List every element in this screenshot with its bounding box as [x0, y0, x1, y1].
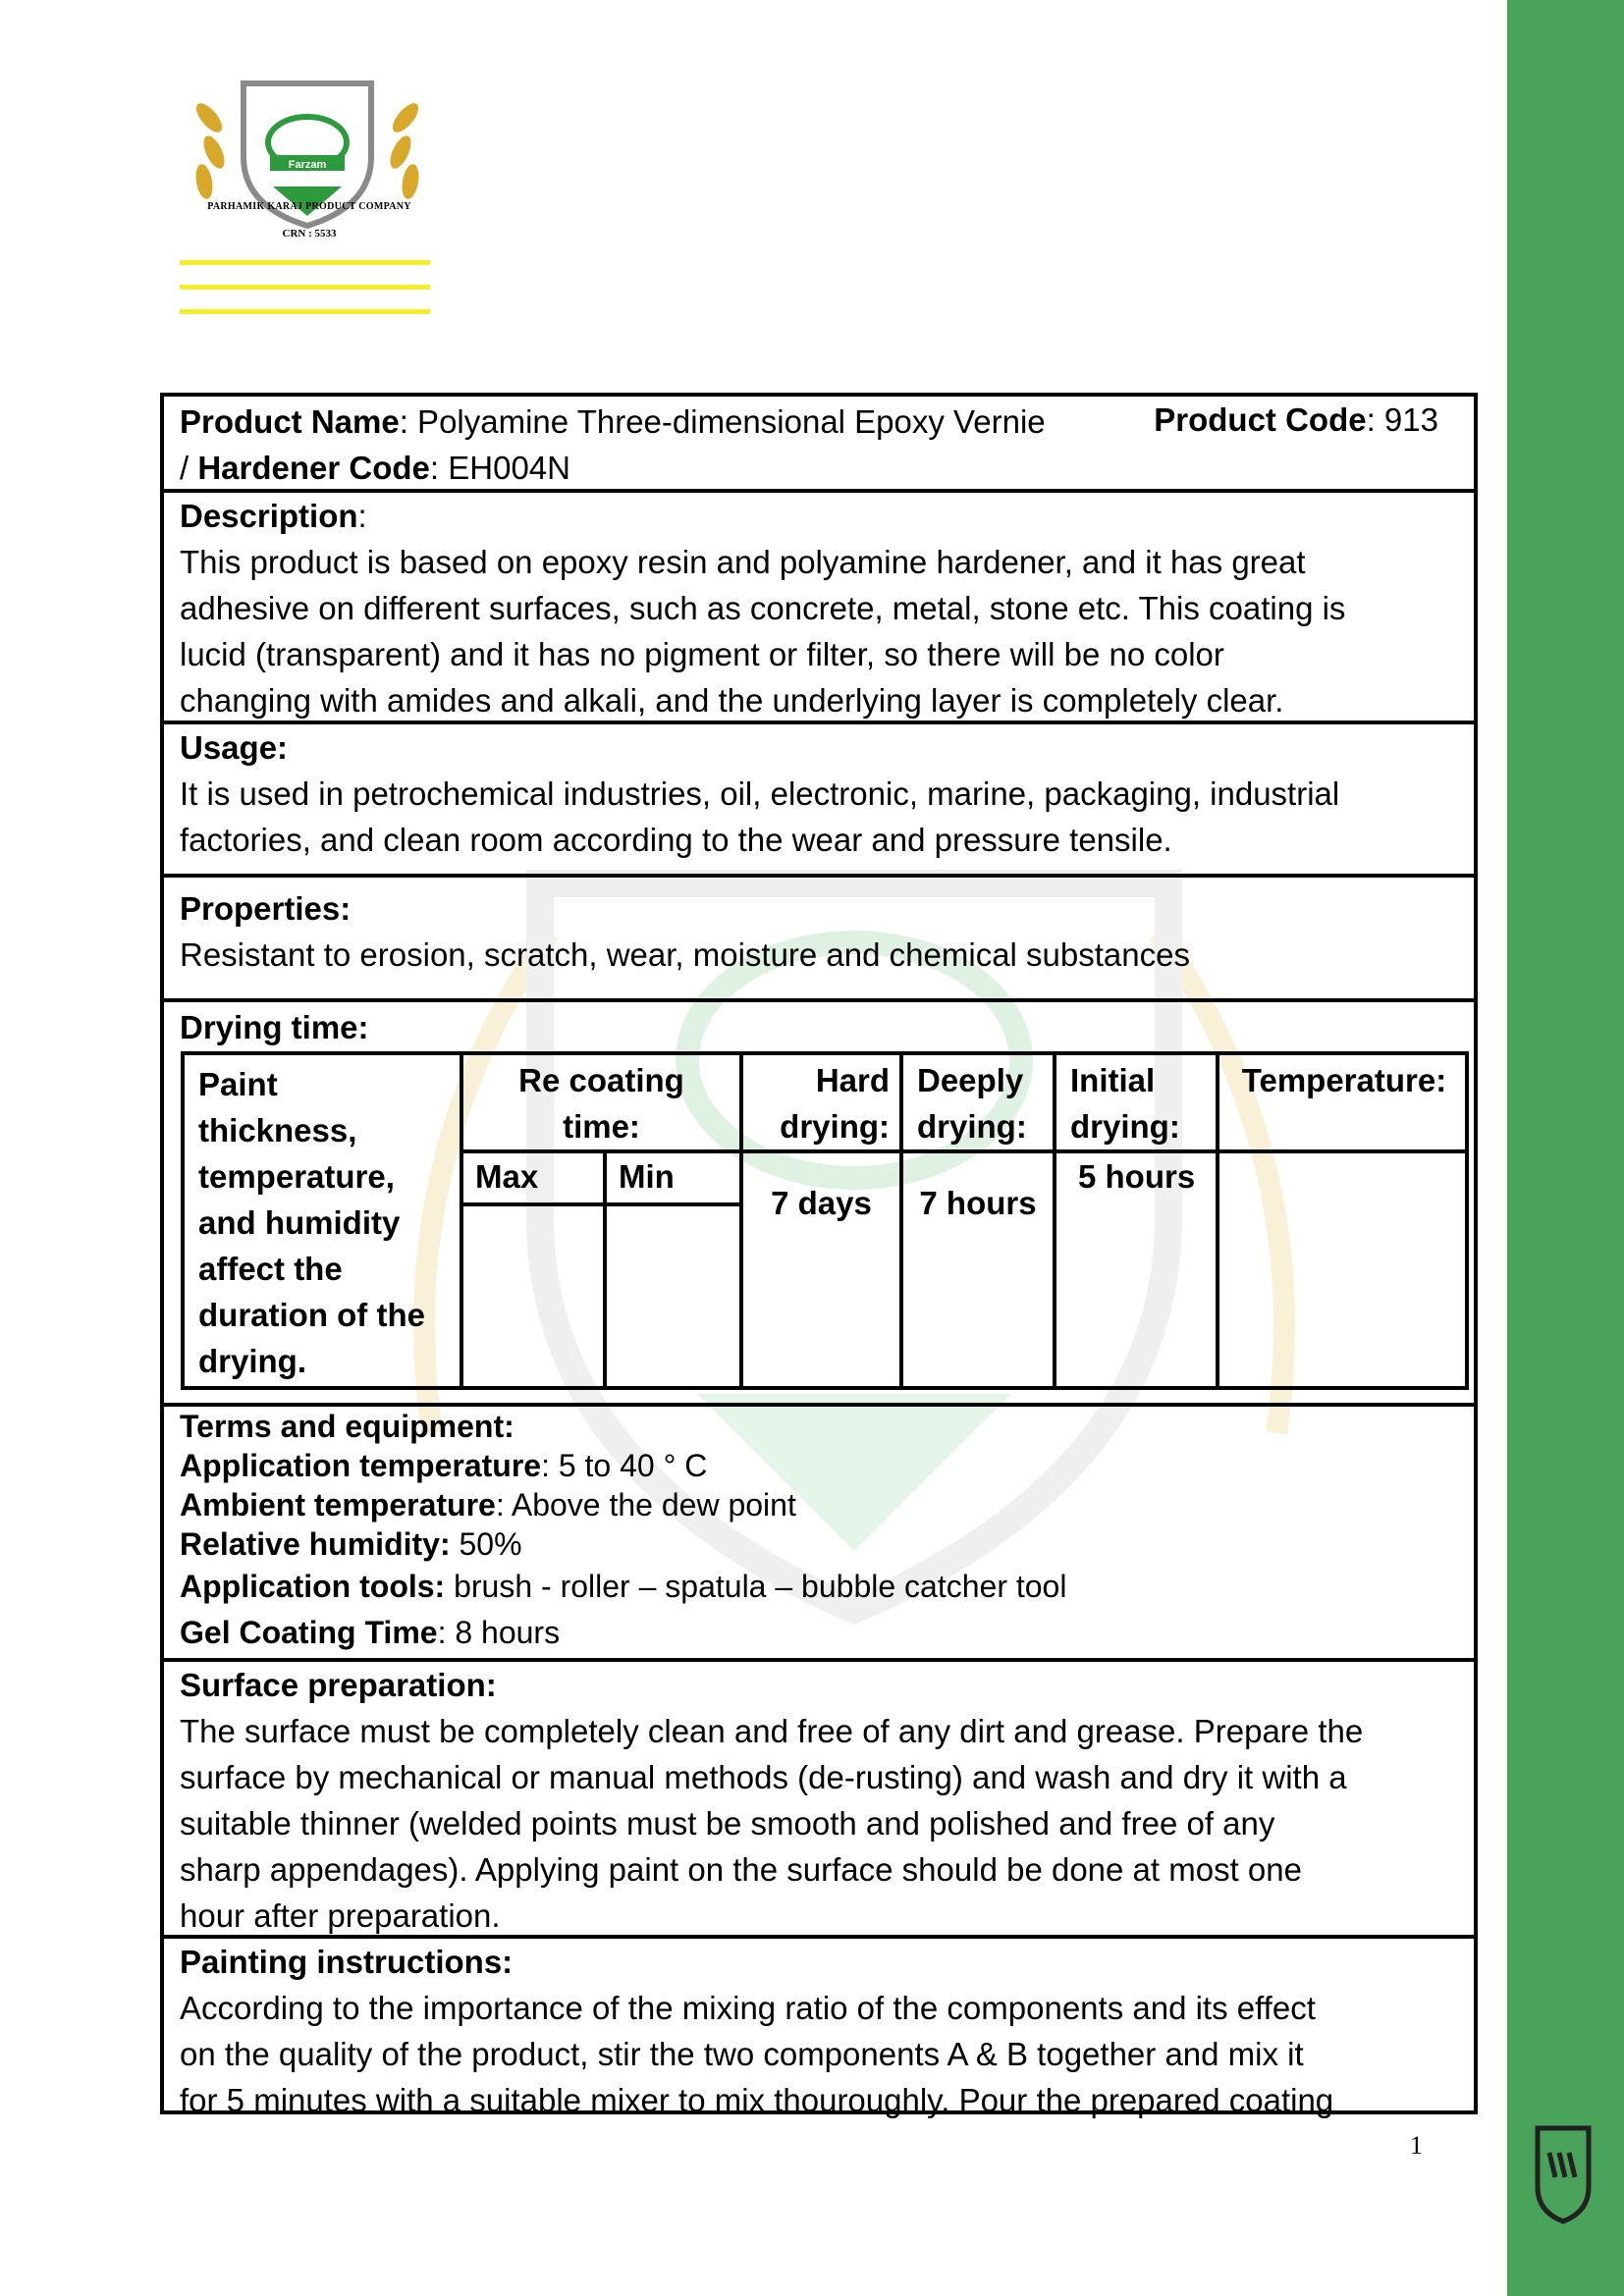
surface-preparation-row — [164, 1662, 1474, 1939]
application-temperature-value: : 5 to 40 ° C — [541, 1448, 708, 1483]
terms-heading: Terms and equipment: — [180, 1409, 514, 1444]
product-code-value: : 913 — [1366, 401, 1438, 438]
painting-instructions-label: Painting instructions: — [180, 1944, 514, 1980]
description-colon: : — [357, 498, 367, 534]
terms-equipment-row — [164, 1407, 1474, 1662]
product-name-value: : Polyamine Three-dimensional Epoxy Vernie — [399, 403, 1046, 440]
description-label: Description — [180, 498, 358, 534]
hard-drying-header: Hard drying: — [780, 1062, 890, 1145]
gel-coating-time-value: : 8 hours — [437, 1615, 561, 1650]
surface-line: sharp appendages). Applying paint on the surface should be done at most one — [180, 1851, 1302, 1888]
description-line: adhesive on different surfaces, such as concrete, metal, stone etc. This coating is — [180, 590, 1346, 626]
yellow-line — [180, 285, 430, 290]
drying-note-cell: Paint thickness, temperature, and humidity affect the duration of the drying. — [198, 1066, 425, 1379]
initial-drying-value: 5 hours — [1078, 1158, 1196, 1195]
relative-humidity-value: 50% — [450, 1526, 522, 1562]
drying-time-label: Drying time: — [180, 1009, 369, 1045]
hard-drying-value: 7 days — [771, 1185, 872, 1221]
yellow-line — [180, 260, 430, 265]
relative-humidity-label: Relative humidity: — [180, 1526, 451, 1562]
gel-coating-time-label: Gel Coating Time — [180, 1615, 438, 1650]
hardener-code-value: : EH004N — [429, 450, 570, 486]
ambient-temperature-value: : Above the dew point — [495, 1487, 796, 1522]
ambient-temperature-label: Ambient temperature — [180, 1487, 496, 1522]
description-line: lucid (transparent) and it has no pigment or filter, so there will be no color — [180, 636, 1224, 672]
product-header-row — [164, 397, 1474, 493]
recoating-time-header: Re coating time: — [518, 1062, 684, 1145]
description-line: changing with amides and alkali, and the underlying layer is completely clear. — [180, 682, 1284, 719]
description-line: This product is based on epoxy resin and polyamine hardener, and it has great — [180, 544, 1306, 580]
recoating-min-header: Min — [619, 1158, 675, 1195]
painting-instructions-row — [164, 1939, 1474, 2118]
painting-line: According to the importance of the mixing ratio of the components and its effect — [180, 1990, 1316, 2026]
usage-row — [164, 724, 1474, 878]
drying-time-table — [181, 1051, 1469, 1390]
painting-line: for 5 minutes with a suitable mixer to mix thouroughly. Pour the prepared coating — [180, 2082, 1334, 2118]
properties-row — [164, 878, 1474, 1002]
temperature-header: Temperature: — [1241, 1062, 1447, 1098]
usage-label: Usage: — [180, 729, 289, 766]
logo-brand-text: Farzam — [288, 159, 327, 171]
standard-mark-icon — [1530, 2118, 1598, 2236]
deeply-drying-value: 7 hours — [919, 1185, 1037, 1221]
surface-line: surface by mechanical or manual methods (de-rusting) and wash and dry it with a — [180, 1759, 1347, 1795]
hardener-code-label: Hardener Code — [197, 450, 430, 486]
initial-drying-header: Initial drying: — [1070, 1062, 1180, 1145]
logo-company-name: PARHAMIK KARAJ PRODUCT COMPANY — [207, 201, 411, 212]
application-temperature-label: Application temperature — [180, 1448, 542, 1483]
hardener-prefix: / — [180, 450, 198, 486]
product-name-label: Product Name — [180, 403, 400, 440]
product-code-label: Product Code — [1154, 401, 1367, 438]
technical-data-sheet-table — [160, 393, 1478, 2118]
painting-line: on the quality of the product, stir the two components A & B together and mix it — [180, 2036, 1304, 2072]
surface-preparation-label: Surface preparation: — [180, 1667, 497, 1703]
description-row — [164, 493, 1474, 724]
logo-crn: CRN : 5533 — [282, 228, 337, 240]
surface-line: suitable thinner (welded points must be smooth and polished and free of any — [180, 1805, 1275, 1842]
usage-line: factories, and clean room according to the wear and pressure tensile. — [180, 822, 1172, 858]
page-number: 1 — [1410, 2131, 1423, 2160]
surface-line: hour after preparation. — [180, 1897, 501, 1934]
usage-line: It is used in petrochemical industries, oil, electronic, marine, packaging, industrial — [180, 775, 1340, 812]
recoating-max-header: Max — [475, 1158, 539, 1195]
application-tools-value: brush - roller – spatula – bubble catcher tool — [445, 1569, 1067, 1604]
surface-line: The surface must be completely clean and free of any dirt and grease. Prepare the — [180, 1713, 1364, 1749]
side-green-bar — [1507, 0, 1624, 2296]
properties-text: Resistant to erosion, scratch, wear, moisture and chemical substances — [180, 936, 1190, 973]
application-tools-label: Application tools: — [180, 1569, 446, 1604]
properties-label: Properties: — [180, 890, 352, 927]
deeply-drying-header: Deeply drying: — [917, 1062, 1027, 1145]
yellow-line — [180, 309, 430, 314]
